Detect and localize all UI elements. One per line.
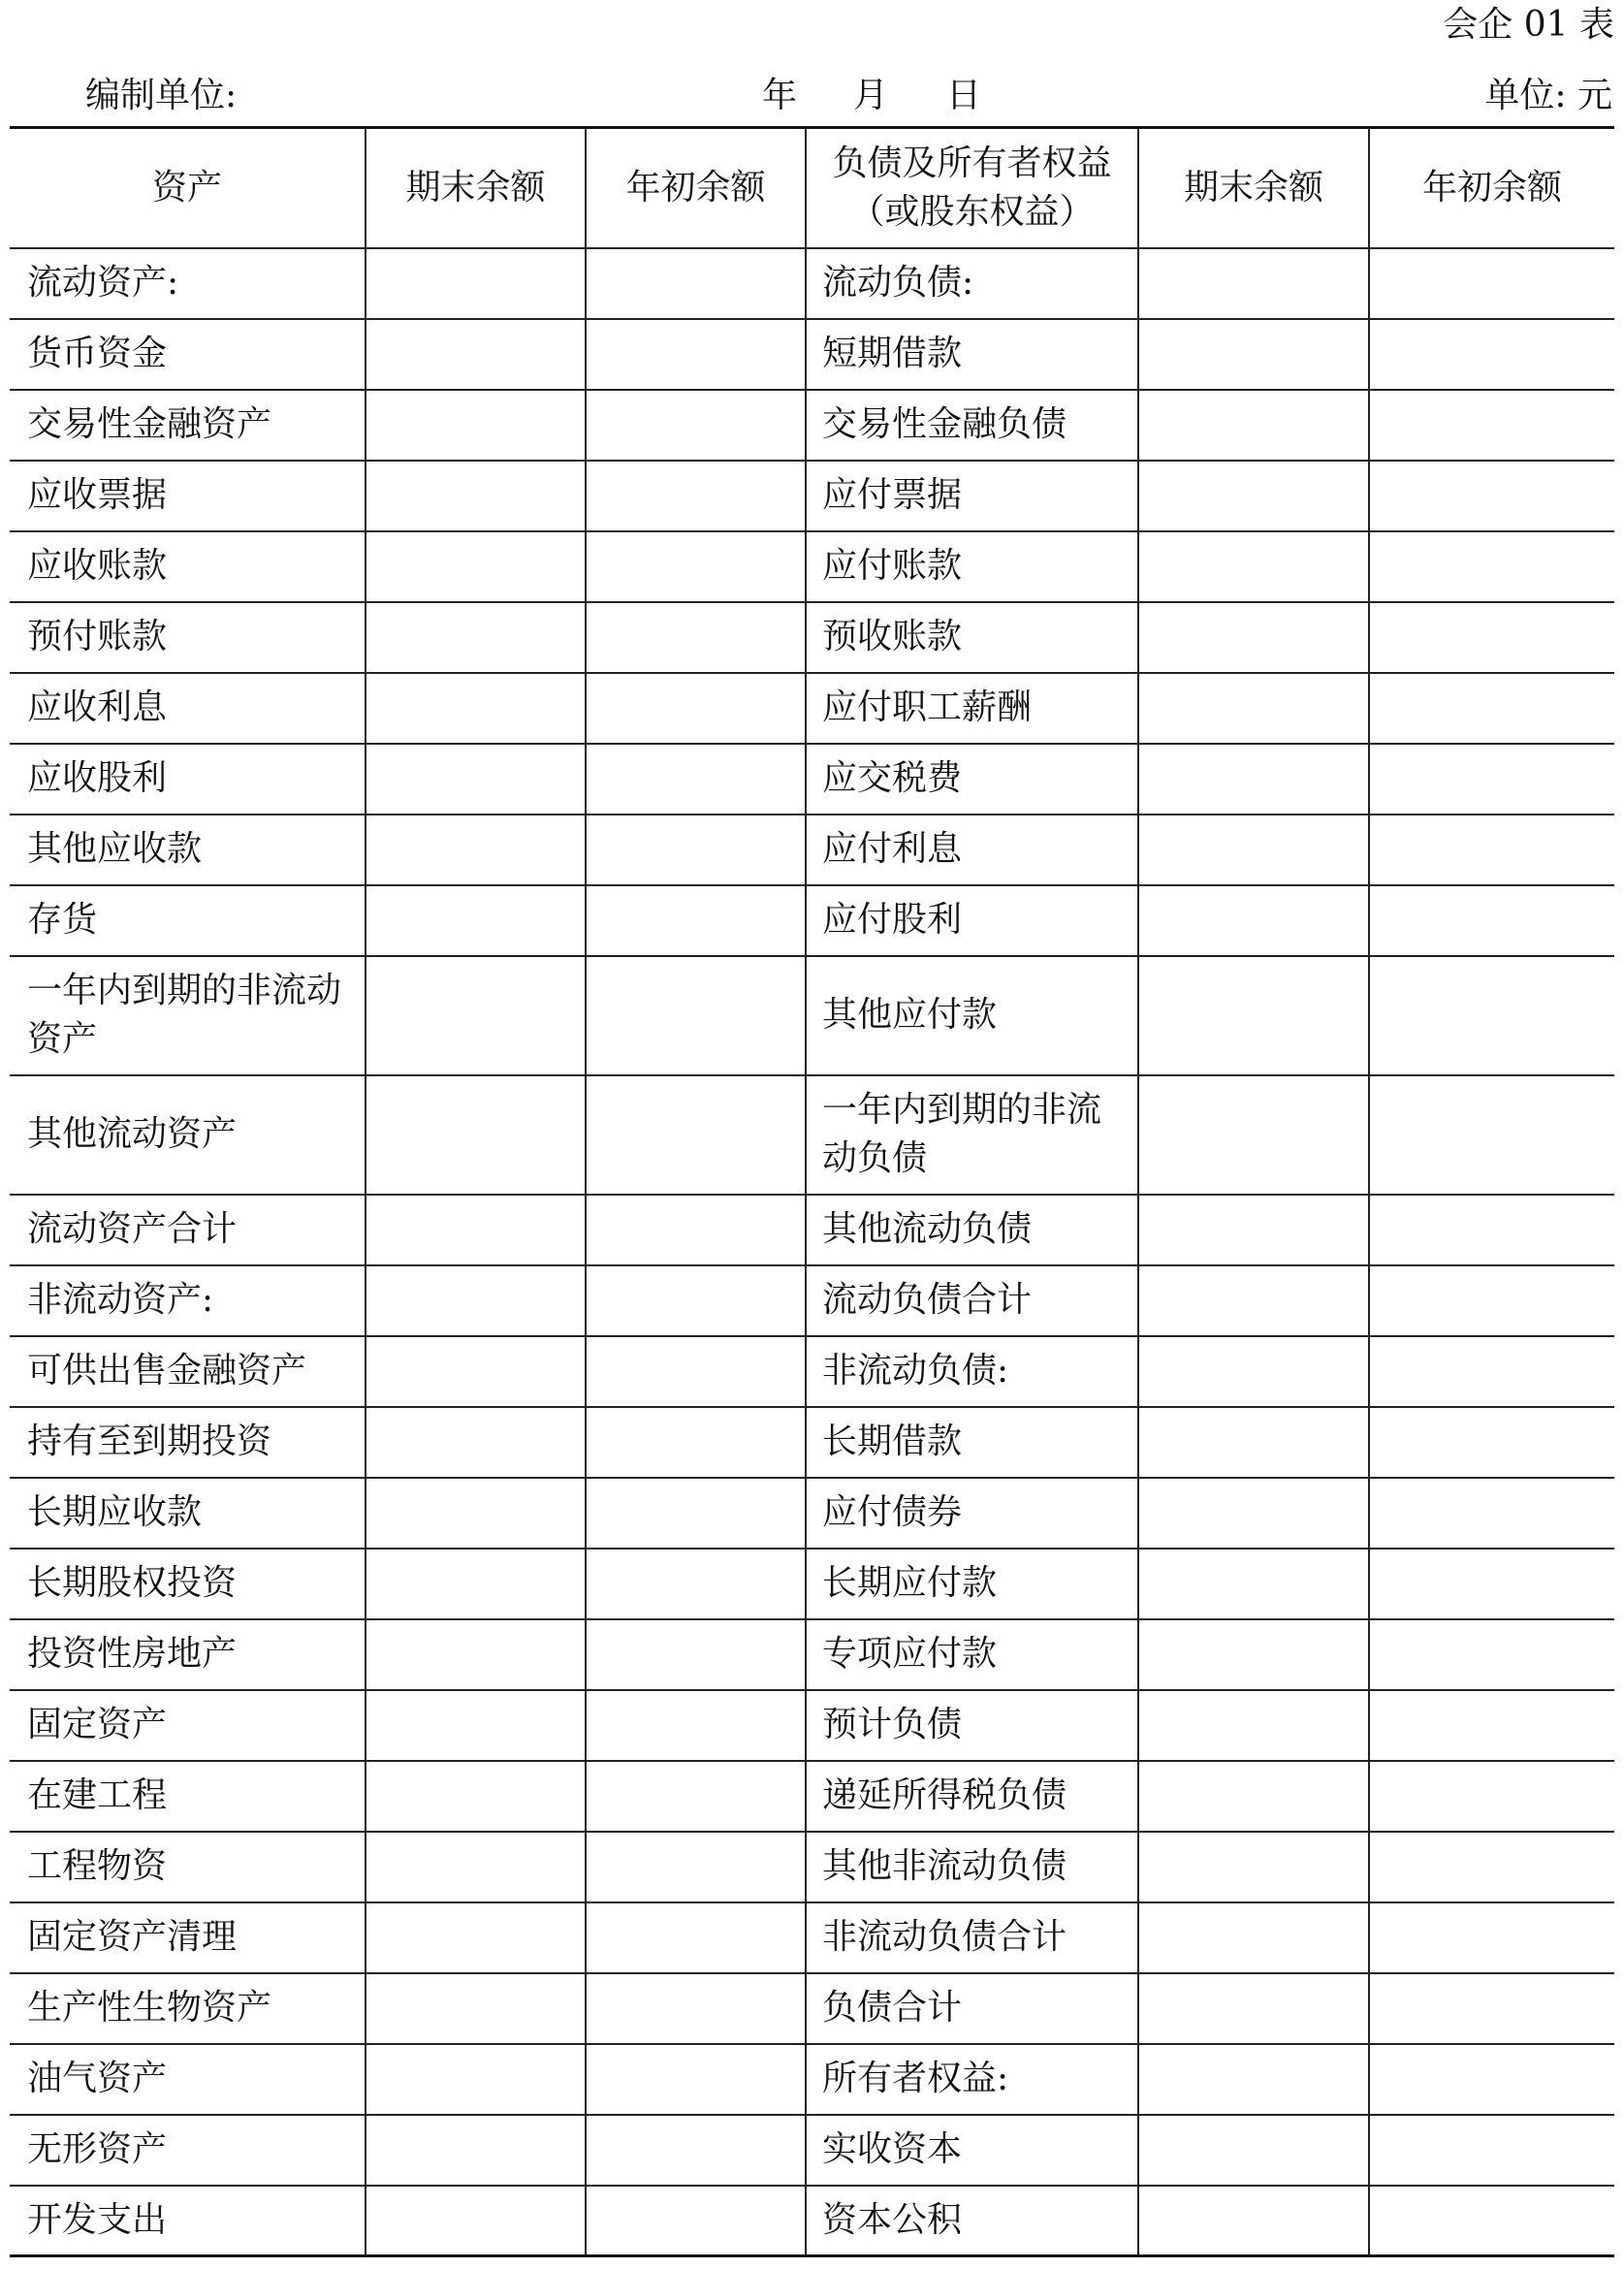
- asset-item-label: 油气资产: [10, 2044, 366, 2115]
- asset-end-balance-cell[interactable]: [366, 1619, 586, 1690]
- asset-end-balance-cell[interactable]: [366, 390, 586, 461]
- liability-begin-balance-cell[interactable]: [1369, 602, 1614, 673]
- liability-item-label: 其他非流动负债: [806, 1832, 1138, 1902]
- asset-item-label: 应收股利: [10, 744, 366, 815]
- asset-end-balance-cell[interactable]: [366, 1902, 586, 1973]
- liability-end-balance-cell[interactable]: [1138, 2186, 1369, 2256]
- table-body: [10, 248, 1614, 2256]
- liability-item-label: 其他流动负债: [806, 1195, 1138, 1265]
- liability-end-balance-cell[interactable]: [1138, 1075, 1369, 1195]
- asset-item-label: 固定资产: [10, 1690, 366, 1761]
- liability-item-label: 长期应付款: [806, 1549, 1138, 1619]
- asset-end-balance-cell[interactable]: [366, 1832, 586, 1902]
- liability-item-label: 流动负债合计: [806, 1265, 1138, 1336]
- asset-begin-balance-cell[interactable]: [586, 1973, 806, 2044]
- table-row: [10, 1549, 1614, 1619]
- asset-begin-balance-cell[interactable]: [586, 1478, 806, 1549]
- report-meta-row: [0, 72, 1624, 120]
- liability-item-label: 预计负债: [806, 1690, 1138, 1761]
- header-liabilities-line2: （或股东权益）: [849, 191, 1095, 232]
- liability-item-label: 应付利息: [806, 815, 1138, 885]
- header-liabilities-line1: 负债及所有者权益: [832, 143, 1112, 183]
- asset-item-label: 预付账款: [10, 602, 366, 673]
- table-row: [10, 1407, 1614, 1478]
- liability-begin-balance-cell[interactable]: [1369, 390, 1614, 461]
- liability-item-label: 非流动负债:: [806, 1336, 1138, 1407]
- table-header-row: [10, 128, 1614, 248]
- liability-end-balance-cell[interactable]: [1138, 319, 1369, 390]
- asset-end-balance-cell[interactable]: [366, 1690, 586, 1761]
- liability-item-label: 预收账款: [806, 602, 1138, 673]
- table-row: [10, 461, 1614, 531]
- asset-begin-balance-cell[interactable]: [586, 2186, 806, 2256]
- asset-end-balance-cell[interactable]: [366, 2115, 586, 2186]
- asset-begin-balance-cell[interactable]: [586, 248, 806, 319]
- liability-begin-balance-cell[interactable]: [1369, 885, 1614, 956]
- liability-begin-balance-cell[interactable]: [1369, 673, 1614, 744]
- liability-begin-balance-cell[interactable]: [1369, 1832, 1614, 1902]
- table-row: [10, 1265, 1614, 1336]
- asset-begin-balance-cell[interactable]: [586, 1549, 806, 1619]
- asset-begin-balance-cell[interactable]: [586, 1690, 806, 1761]
- asset-begin-balance-cell[interactable]: [586, 1336, 806, 1407]
- table-row: [10, 1761, 1614, 1832]
- asset-end-balance-cell[interactable]: [366, 1549, 586, 1619]
- asset-item-label: 持有至到期投资: [10, 1407, 366, 1478]
- asset-begin-balance-cell[interactable]: [586, 2044, 806, 2115]
- liability-begin-balance-cell[interactable]: [1369, 744, 1614, 815]
- header-liab-end-balance: 期末余额: [1138, 128, 1369, 248]
- liability-item-label: 应付职工薪酬: [806, 673, 1138, 744]
- asset-end-balance-cell[interactable]: [366, 673, 586, 744]
- table-row: [10, 744, 1614, 815]
- asset-begin-balance-cell[interactable]: [586, 602, 806, 673]
- liability-end-balance-cell[interactable]: [1138, 885, 1369, 956]
- table-row: [10, 1619, 1614, 1690]
- liability-item-label: 实收资本: [806, 2115, 1138, 2186]
- asset-begin-balance-cell[interactable]: [586, 673, 806, 744]
- liability-begin-balance-cell[interactable]: [1369, 1407, 1614, 1478]
- liability-end-balance-cell[interactable]: [1138, 1619, 1369, 1690]
- asset-item-label: 开发支出: [10, 2186, 366, 2256]
- table-row: [10, 956, 1614, 1075]
- liability-item-label: 负债合计: [806, 1973, 1138, 2044]
- header-liab-begin-balance: 年初余额: [1369, 128, 1614, 248]
- liability-end-balance-cell[interactable]: [1138, 2044, 1369, 2115]
- liability-end-balance-cell[interactable]: [1138, 1407, 1369, 1478]
- header-liabilities-equity: [806, 128, 1138, 248]
- liability-end-balance-cell[interactable]: [1138, 1761, 1369, 1832]
- liability-begin-balance-cell[interactable]: [1369, 2044, 1614, 2115]
- asset-item-label: 生产性生物资产: [10, 1973, 366, 2044]
- liability-begin-balance-cell[interactable]: [1369, 1973, 1614, 2044]
- table-row: [10, 319, 1614, 390]
- liability-end-balance-cell[interactable]: [1138, 461, 1369, 531]
- asset-end-balance-cell[interactable]: [366, 1407, 586, 1478]
- asset-item-label: 投资性房地产: [10, 1619, 366, 1690]
- asset-end-balance-cell[interactable]: [366, 744, 586, 815]
- asset-end-balance-cell[interactable]: [366, 885, 586, 956]
- liability-end-balance-cell[interactable]: [1138, 673, 1369, 744]
- asset-end-balance-cell[interactable]: [366, 248, 586, 319]
- liability-item-label: 应付债券: [806, 1478, 1138, 1549]
- asset-begin-balance-cell[interactable]: [586, 531, 806, 602]
- asset-end-balance-cell[interactable]: [366, 602, 586, 673]
- asset-item-label: 无形资产: [10, 2115, 366, 2186]
- liability-begin-balance-cell[interactable]: [1369, 1619, 1614, 1690]
- asset-item-label: 应收账款: [10, 531, 366, 602]
- asset-end-balance-cell[interactable]: [366, 1265, 586, 1336]
- asset-begin-balance-cell[interactable]: [586, 744, 806, 815]
- liability-begin-balance-cell[interactable]: [1369, 1195, 1614, 1265]
- liability-begin-balance-cell[interactable]: [1369, 319, 1614, 390]
- table-row: [10, 1973, 1614, 2044]
- asset-end-balance-cell[interactable]: [366, 2044, 586, 2115]
- liability-begin-balance-cell[interactable]: [1369, 1478, 1614, 1549]
- asset-end-balance-cell[interactable]: [366, 461, 586, 531]
- liability-end-balance-cell[interactable]: [1138, 602, 1369, 673]
- asset-begin-balance-cell[interactable]: [586, 2115, 806, 2186]
- asset-end-balance-cell[interactable]: [366, 1195, 586, 1265]
- liability-end-balance-cell[interactable]: [1138, 744, 1369, 815]
- asset-item-label: 可供出售金融资产: [10, 1336, 366, 1407]
- liability-end-balance-cell[interactable]: [1138, 1265, 1369, 1336]
- liability-item-label: 专项应付款: [806, 1619, 1138, 1690]
- balance-sheet-table: [10, 126, 1614, 2257]
- liability-begin-balance-cell[interactable]: [1369, 1549, 1614, 1619]
- liability-begin-balance-cell[interactable]: [1369, 1075, 1614, 1195]
- asset-item-label: 长期股权投资: [10, 1549, 366, 1619]
- liability-item-label: 应交税费: [806, 744, 1138, 815]
- liability-item-label: 一年内到期的非流动负债: [806, 1075, 1138, 1195]
- table-row: [10, 2044, 1614, 2115]
- liability-begin-balance-cell[interactable]: [1369, 1336, 1614, 1407]
- asset-item-label: 非流动资产:: [10, 1265, 366, 1336]
- asset-end-balance-cell[interactable]: [366, 1336, 586, 1407]
- liability-end-balance-cell[interactable]: [1138, 1973, 1369, 2044]
- asset-begin-balance-cell[interactable]: [586, 319, 806, 390]
- table-row: [10, 1195, 1614, 1265]
- liability-end-balance-cell[interactable]: [1138, 1195, 1369, 1265]
- table-row: [10, 885, 1614, 956]
- liability-item-label: 短期借款: [806, 319, 1138, 390]
- liability-item-label: 递延所得税负债: [806, 1761, 1138, 1832]
- asset-begin-balance-cell[interactable]: [586, 1902, 806, 1973]
- asset-item-label: 其他应收款: [10, 815, 366, 885]
- liability-begin-balance-cell[interactable]: [1369, 1761, 1614, 1832]
- asset-begin-balance-cell[interactable]: [586, 956, 806, 1075]
- table-row: [10, 2115, 1614, 2186]
- liability-end-balance-cell[interactable]: [1138, 531, 1369, 602]
- liability-end-balance-cell[interactable]: [1138, 1902, 1369, 1973]
- liability-item-label: 交易性金融负债: [806, 390, 1138, 461]
- asset-begin-balance-cell[interactable]: [586, 1407, 806, 1478]
- liability-end-balance-cell[interactable]: [1138, 2115, 1369, 2186]
- asset-begin-balance-cell[interactable]: [586, 1761, 806, 1832]
- liability-begin-balance-cell[interactable]: [1369, 531, 1614, 602]
- liability-item-label: 流动负债:: [806, 248, 1138, 319]
- table-row: [10, 248, 1614, 319]
- table-row: [10, 2186, 1614, 2256]
- header-assets-end-balance: 期末余额: [366, 128, 586, 248]
- liability-item-label: 所有者权益:: [806, 2044, 1138, 2115]
- asset-item-label: 其他流动资产: [10, 1075, 366, 1195]
- header-assets: 资产: [10, 128, 366, 248]
- report-date: [756, 72, 989, 120]
- liability-end-balance-cell[interactable]: [1138, 956, 1369, 1075]
- asset-end-balance-cell[interactable]: [366, 815, 586, 885]
- asset-end-balance-cell[interactable]: [366, 2186, 586, 2256]
- header-assets-begin-balance: 年初余额: [586, 128, 806, 248]
- liability-begin-balance-cell[interactable]: [1369, 2115, 1614, 2186]
- liability-item-label: 非流动负债合计: [806, 1902, 1138, 1973]
- asset-begin-balance-cell[interactable]: [586, 815, 806, 885]
- asset-item-label: 流动资产:: [10, 248, 366, 319]
- table-row: [10, 815, 1614, 885]
- liability-item-label: 资本公积: [806, 2186, 1138, 2256]
- liability-begin-balance-cell[interactable]: [1369, 2186, 1614, 2256]
- table-row: [10, 1336, 1614, 1407]
- asset-begin-balance-cell[interactable]: [586, 1619, 806, 1690]
- liability-item-label: 应付票据: [806, 461, 1138, 531]
- year-label: 年: [762, 76, 798, 115]
- liability-begin-balance-cell[interactable]: [1369, 248, 1614, 319]
- asset-begin-balance-cell[interactable]: [586, 1075, 806, 1195]
- liability-end-balance-cell[interactable]: [1138, 1690, 1369, 1761]
- liability-item-label: 其他应付款: [806, 956, 1138, 1075]
- table-row: [10, 1478, 1614, 1549]
- table-row: [10, 390, 1614, 461]
- table-row: [10, 1075, 1614, 1195]
- liability-begin-balance-cell[interactable]: [1369, 956, 1614, 1075]
- table-row: [10, 531, 1614, 602]
- asset-end-balance-cell[interactable]: [366, 1075, 586, 1195]
- asset-begin-balance-cell[interactable]: [586, 1265, 806, 1336]
- liability-end-balance-cell[interactable]: [1138, 1832, 1369, 1902]
- day-label: 日: [946, 76, 982, 115]
- asset-end-balance-cell[interactable]: [366, 319, 586, 390]
- asset-item-label: 交易性金融资产: [10, 390, 366, 461]
- table-row: [10, 1690, 1614, 1761]
- month-label: 月: [853, 76, 889, 115]
- asset-item-label: 一年内到期的非流动资产: [10, 956, 366, 1075]
- asset-item-label: 长期应收款: [10, 1478, 366, 1549]
- liability-item-label: 长期借款: [806, 1407, 1138, 1478]
- liability-begin-balance-cell[interactable]: [1369, 1265, 1614, 1336]
- asset-item-label: 应收票据: [10, 461, 366, 531]
- form-code: 会企 01 表: [1443, 5, 1614, 45]
- liability-begin-balance-cell[interactable]: [1369, 815, 1614, 885]
- asset-item-label: 存货: [10, 885, 366, 956]
- liability-end-balance-cell[interactable]: [1138, 1478, 1369, 1549]
- currency-unit-label: 单位: 元: [1484, 76, 1612, 115]
- asset-begin-balance-cell[interactable]: [586, 390, 806, 461]
- liability-end-balance-cell[interactable]: [1138, 1336, 1369, 1407]
- liability-item-label: 应付股利: [806, 885, 1138, 956]
- liability-end-balance-cell[interactable]: [1138, 815, 1369, 885]
- table-row: [10, 1902, 1614, 1973]
- liability-end-balance-cell[interactable]: [1138, 1549, 1369, 1619]
- table-row: [10, 602, 1614, 673]
- asset-end-balance-cell[interactable]: [366, 1478, 586, 1549]
- asset-end-balance-cell[interactable]: [366, 531, 586, 602]
- liability-end-balance-cell[interactable]: [1138, 390, 1369, 461]
- table-row: [10, 673, 1614, 744]
- preparer-label: 编制单位:: [85, 76, 238, 115]
- asset-begin-balance-cell[interactable]: [586, 885, 806, 956]
- asset-item-label: 货币资金: [10, 319, 366, 390]
- liability-begin-balance-cell[interactable]: [1369, 461, 1614, 531]
- asset-end-balance-cell[interactable]: [366, 1973, 586, 2044]
- liability-begin-balance-cell[interactable]: [1369, 1902, 1614, 1973]
- asset-item-label: 应收利息: [10, 673, 366, 744]
- asset-begin-balance-cell[interactable]: [586, 1195, 806, 1265]
- asset-end-balance-cell[interactable]: [366, 956, 586, 1075]
- asset-end-balance-cell[interactable]: [366, 1761, 586, 1832]
- asset-item-label: 工程物资: [10, 1832, 366, 1902]
- liability-begin-balance-cell[interactable]: [1369, 1690, 1614, 1761]
- asset-item-label: 固定资产清理: [10, 1902, 366, 1973]
- asset-item-label: 流动资产合计: [10, 1195, 366, 1265]
- asset-begin-balance-cell[interactable]: [586, 1832, 806, 1902]
- asset-begin-balance-cell[interactable]: [586, 461, 806, 531]
- asset-item-label: 在建工程: [10, 1761, 366, 1832]
- liability-item-label: 应付账款: [806, 531, 1138, 602]
- liability-end-balance-cell[interactable]: [1138, 248, 1369, 319]
- table-row: [10, 1832, 1614, 1902]
